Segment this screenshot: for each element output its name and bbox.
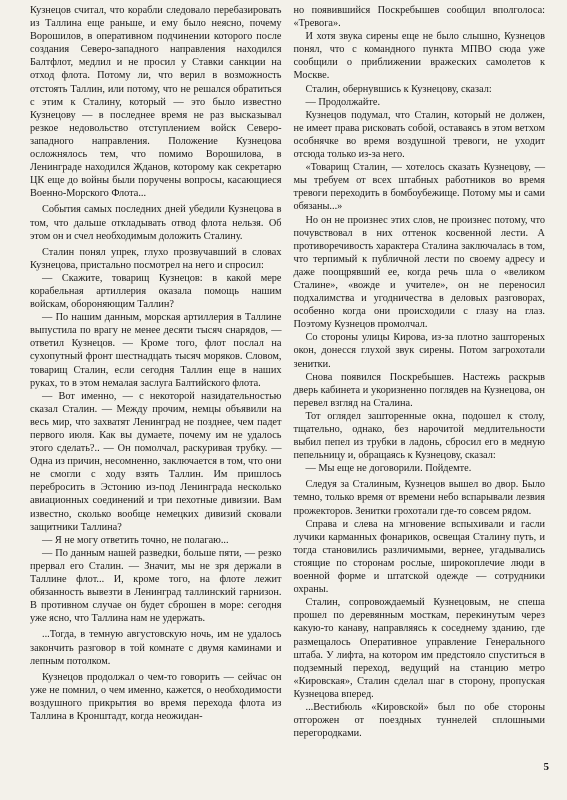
paragraph: Со стороны улицы Кирова, из-за плотно заштореных окон, донесся глухой звук сирены. Потом загрохотали зенитки.: [293, 332, 545, 370]
paragraph: ...Тогда, в темную августовскую ночь, им не удалось закончить разговор в той комнате с двумя каминами и лепным потолком.: [30, 629, 282, 667]
paragraph: ...Вестибюль «Кировской» был по обе стороны отгорожен от поездных туннелей сплошными перегородками.: [293, 701, 545, 740]
paragraph: Сталин, обернувшись к Кузнецову, сказал:: [305, 83, 492, 95]
paragraph: Сталин понял упрек, глухо прозвучавший в словах Кузнецова, пристально посмотрел на него и спросил:: [30, 246, 282, 271]
paragraph: — Продолжайте.: [305, 96, 381, 108]
paragraph: Снова появился Поскребышев. Настежь раскрыв дверь кабинета и укоризненно поглядев на Кузнецова, он перевел взгляд на Сталина.: [293, 371, 545, 409]
paragraph: Кузнецов продолжал о чем-то говорить — сейчас он уже не помнил, о чем именно, кажется, о необходимости воздушного прикрытия во время перехода флота из Таллина в Кронштадт, когда неожидан-: [30, 671, 282, 722]
paragraph: — По нашим данным, морская артиллерия в Таллине выпустила по врагу не менее десяти тысяч снарядов, — ответил Кузнецов. — Кроме того, флот послал на сухопутный фронт шестнадцать тысяч моряков. Словом, товарищ Сталин, если сегодня Таллин еще в наших руках, то в этом немалая заслуга Балтийского флота.: [30, 312, 282, 389]
paragraph: но появившийся Поскребышев сообщил вполголоса: «Тревога».: [293, 5, 545, 30]
page-number: 5: [543, 761, 549, 773]
text-columns: [30, 4, 545, 740]
paragraph: Но он не произнес этих слов, не произнес потому, что почувствовал в них оттенок косвенной лести. А противоречивость характера Сталина заключалась в том, что терпимый к публичной лести по своему адресу и даже поощрявший ее, когда речь шла о «великом Сталине», «вожде и учителе», он не переносил подхалимства и угодничества в деловых разговорах, особенно когда они происходили с глазу на глаз. Поэтому Кузнецов промолчал.: [293, 214, 545, 331]
paragraph: «Товарищ Сталин, — хотелось сказать Кузнецову, — мы требуем от всех штабных работников во время тревоги переходить в бомбоубежище. Потому мы и сами обязаны...»: [293, 162, 545, 213]
paragraph: Сталин, сопровождаемый Кузнецовым, не спеша прошел по деревянным мосткам, перекинутым через какую-то канаву, направляясь к соседнему зданию, где размещалось Оперативное управление Генерального штаба. У лифта, на котором им предстояло спуститься в подземный переход, ведущий на станцию метро «Кировская», Сталин сделал шаг в сторону, пропуская Кузнецова вперед.: [293, 597, 545, 700]
paragraph: Справа и слева на мгновение вспыхивали и гасли лучики карманных фонариков, освещая Сталину путь, и тогда становились различимыми, вернее, угадывались стоящие по сторонам рослые, широкоплечие люди в военной форме и штатской одежде — сотрудники охраны.: [293, 518, 545, 596]
paragraph: События самых последних дней убедили Кузнецова в том, что дальше откладывать отвод флота нельзя. Об этом он и счел необходимым доложить Сталину.: [30, 204, 282, 242]
paragraph: И хотя звука сирены еще не было слышно, Кузнецов понял, что с командного пункта МПВО сюда уже сообщили о приближении вражеских самолетов к Москве.: [293, 31, 545, 82]
paragraph: Тот оглядел зашторенные окна, подошел к столу, тщательно, однако, без нарочитой медлительности выбил пепел из трубки в ладонь, сбросил его в медную пепельницу и, обращаясь к Кузнецову, сказал:: [293, 410, 545, 462]
left-column: [30, 4, 282, 740]
paragraph: — По данным нашей разведки, больше пяти, — резко прервал его Сталин. — Значит, мы не зря держали в Таллине флот... И, кроме того, на флоте лежит обязанность вывезти в Ленинград таллинский гарнизон. В противном случае он будет сброшен в море: сегодня уже ясно, что Таллина нам не удержать.: [30, 547, 282, 625]
right-column: [294, 4, 546, 740]
paragraph: — Вот именно, — с некоторой назидательностью сказал Сталин. — Между прочим, немцы объявили на весь мир, что захватят Ленинград не позднее, чем падет первого июля. Как вы думаете, почему им не удалось этого сделать?.. — Он помолчал, раскуривая трубку. — Одна из причин, несомненно, заключается в том, что они не смогли с ходу взять Таллин. Им пришлось перебросить в Эстонию из-под Ленинграда несколько авиационных соединений и три пехотные дивизии. Вам известно, сколько вообще немецких дивизий сковали защитники Таллина?: [30, 390, 282, 533]
paragraph: — Я не могу ответить точно, не полагаю...: [42, 534, 229, 546]
paragraph: — Скажите, товарищ Кузнецов: в какой мере корабельная артиллерия оказала помощь нашим войскам, обороняющим Таллин?: [30, 272, 282, 311]
paragraph: — Мы еще не договорили. Пойдемте.: [305, 463, 472, 475]
paragraph: Кузнецов считал, что корабли следовало перебазировать из Таллина еще раньше, и ему было неясно, почему Ворошилов, в оперативном подчинении которого после создания Северо-западного направления находился Балтфлот, медлил и не просил у Ставки санкции на отход флота. Потому ли, что верил в возможность отстоять Таллин, или потому, что не решался обратиться с этим к Сталину, который — это было известно Кузнецову — в последнее время не раз высказывал резкое недовольство отступлением войск Северо-западного направления. Положение Кузнецова осложнялось тем, что помимо Ворошилова, в Ленинграде находился Жданов, которому как секретарю ЦК еще до войны были поручены вопросы, касающиеся Военно-Морского Флота...: [30, 5, 282, 200]
paragraph: Кузнецов подумал, что Сталин, который не должен, не имеет права рисковать собой, оставаясь в этом ветхом особнячке во время воздушной тревоги, не уходит отсюда только из-за него.: [293, 109, 545, 161]
paragraph: Следуя за Сталиным, Кузнецов вышел во двор. Было темно, только время от времени небо вспарывали лезвия прожекторов. Зенитки грохотали где-то совсем рядом.: [293, 479, 545, 517]
